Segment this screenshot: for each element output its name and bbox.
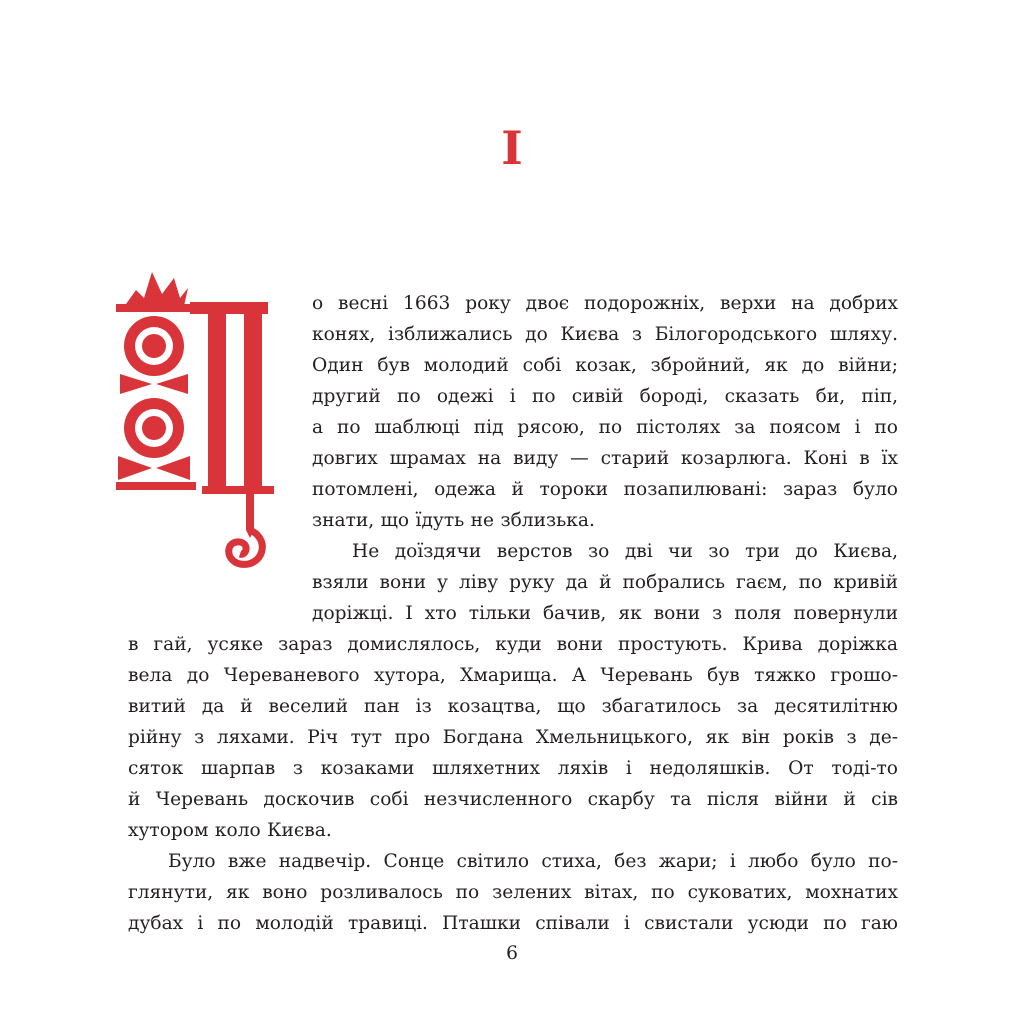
text-line: а по шаблюці під рясою, по пістолях за поясом і по <box>312 417 898 438</box>
text-line: дубах і по молодій травиці. Пташки співали і свистали усюди по гаю <box>128 913 898 934</box>
text-line: довгих шрамах на виду — старий козарлюга. Коні в їх <box>312 448 898 469</box>
drop-cap-letter: П <box>230 460 239 471</box>
text-line: потомлені, одежа й тороки позапилювані: зараз було <box>312 479 898 500</box>
text-line: доріжці. І хто тільки бачив, як вони з поля повернули <box>312 603 898 624</box>
text-line: сяток шарпав з козаками шляхетних ляхів і недоляшків. От тоді-то <box>128 758 898 779</box>
text-line: витий да й веселий пан із козацтва, що збагатилось за десятилітню <box>128 696 898 717</box>
text-line: Не доїздячи верстов зо дві чи зо три до Києва, <box>352 541 898 562</box>
text-line: й Черевань доскочив собі незчисленного скарбу та після війни й сів <box>128 789 898 810</box>
page-number: 6 <box>506 943 518 964</box>
text-line: Було вже надвечір. Сонце світило стиха, без жари; і любо було по- <box>168 851 898 872</box>
text-line: знати, що їдуть не зблизька. <box>312 510 595 531</box>
text-line: рійну з ляхами. Річ тут про Богдана Хмельницького, як він років з де- <box>128 727 898 748</box>
floral-ornament-icon <box>116 272 274 564</box>
text-line: вела до Череваневого хутора, Хмарища. А Черевань був тяжко грошо- <box>128 665 898 686</box>
chapter-number: I <box>501 121 523 175</box>
text-line: другий по одежі і по сивій бороді, сказать би, піп, <box>312 386 898 407</box>
text-line: хутором коло Києва. <box>128 820 332 841</box>
text-line: Один був молодий собі козак, збройний, як до війни; <box>312 355 898 376</box>
text-line: взяли вони у ліву руку да й побрались гаєм, по кривій <box>312 572 898 593</box>
drop-cap-initial <box>112 268 298 580</box>
text-line: о весні 1663 року двоє подорожніх, верхи на добрих <box>312 293 898 314</box>
text-line: глянути, як воно розливалось по зелених вітах, по суковатих, мохнатих <box>128 882 898 903</box>
text-line: конях, ізближались до Києва з Білогородського шляху. <box>312 324 898 345</box>
text-line: в гай, усяке зараз домислялось, куди вони простують. Крива доріжка <box>128 634 898 655</box>
